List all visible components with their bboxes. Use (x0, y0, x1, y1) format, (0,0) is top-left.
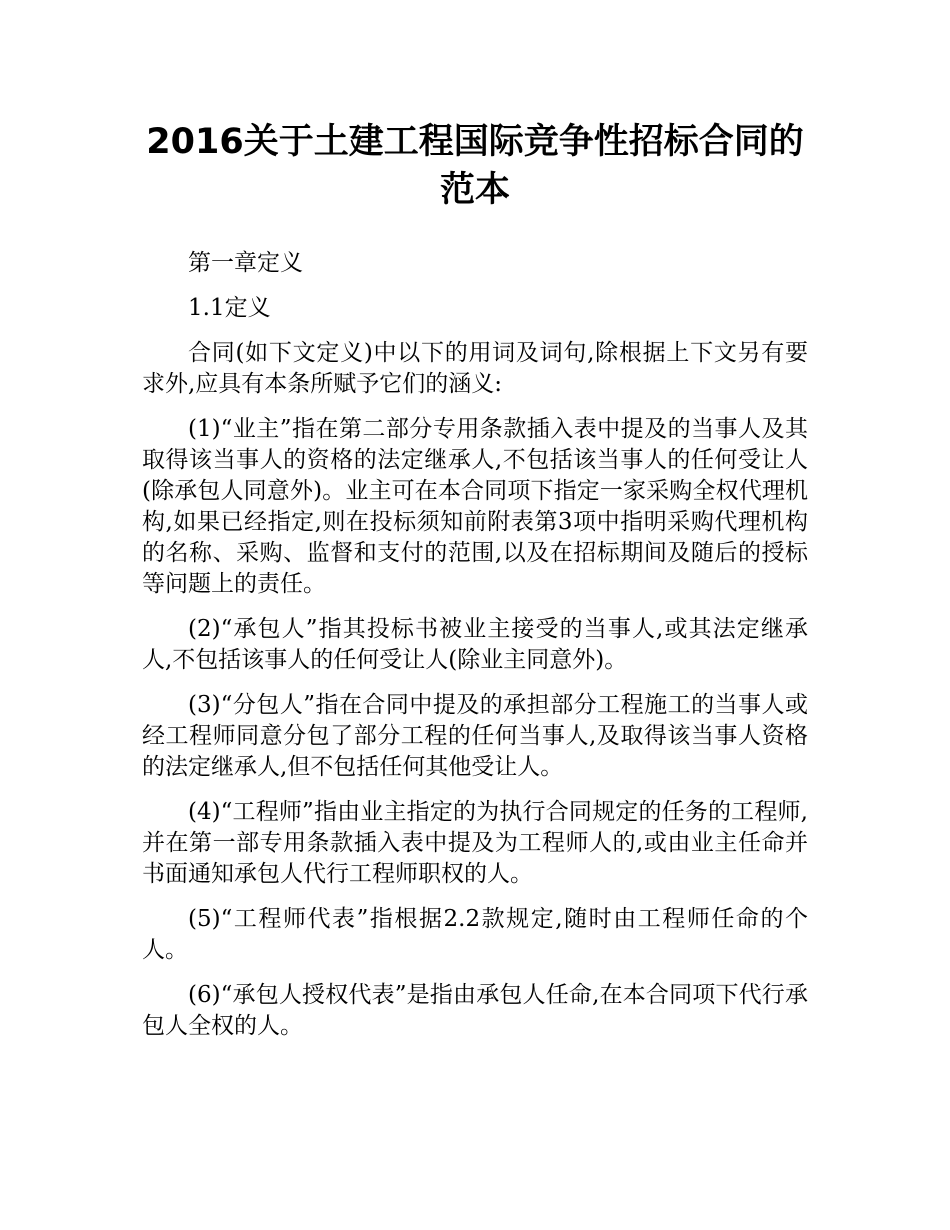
paragraph-item-4: (4)“工程师”指由业主指定的为执行合同规定的任务的工程师,并在第一部专用条款插入表中提及为工程师人的,或由业主任命并书面通知承包人代行工程师职权的人。 (142, 799, 808, 887)
chapter-heading: 第一章定义 (188, 250, 303, 276)
paragraph-item-1: (1)“业主”指在第二部分专用条款插入表中提及的当事人及其取得该当事人的资格的法定继承人,不包括该当事人的任何受让人(除承包人同意外)。业主可在本合同项下指定一家采购全权代理机构,如果已经指定,则在投标须知前附表第3项中指明采购代理机构的名称、采购、监督和支付的范围,以及在招标期间及随后的授标等问题上的责任。 (142, 416, 808, 597)
paragraph-item-3: (3)“分包人”指在合同中提及的承担部分工程施工的当事人或经工程师同意分包了部分工程的任何当事人,及取得该当事人资格的法定继承人,但不包括任何其他受让人。 (142, 692, 808, 780)
paragraph-item-2: (2)“承包人”指其投标书被业主接受的当事人,或其法定继承人,不包括该事人的任何受让人(除业主同意外)。 (142, 616, 808, 673)
document-body (142, 248, 808, 1056)
section-heading: 1.1定义 (188, 295, 271, 321)
paragraph-item-5: (5)“工程师代表”指根据2.2款规定,随时由工程师任命的个人。 (142, 906, 808, 963)
document-title: 2016关于土建工程国际竞争性招标合同的范本 (146, 122, 804, 210)
paragraph-intro: 合同(如下文定义)中以下的用词及词句,除根据上下文另有要求外,应具有本条所赋予它们的涵义: (142, 340, 808, 397)
paragraph-item-6: (6)“承包人授权代表”是指由承包人任命,在本合同项下代行承包人全权的人。 (142, 982, 808, 1039)
